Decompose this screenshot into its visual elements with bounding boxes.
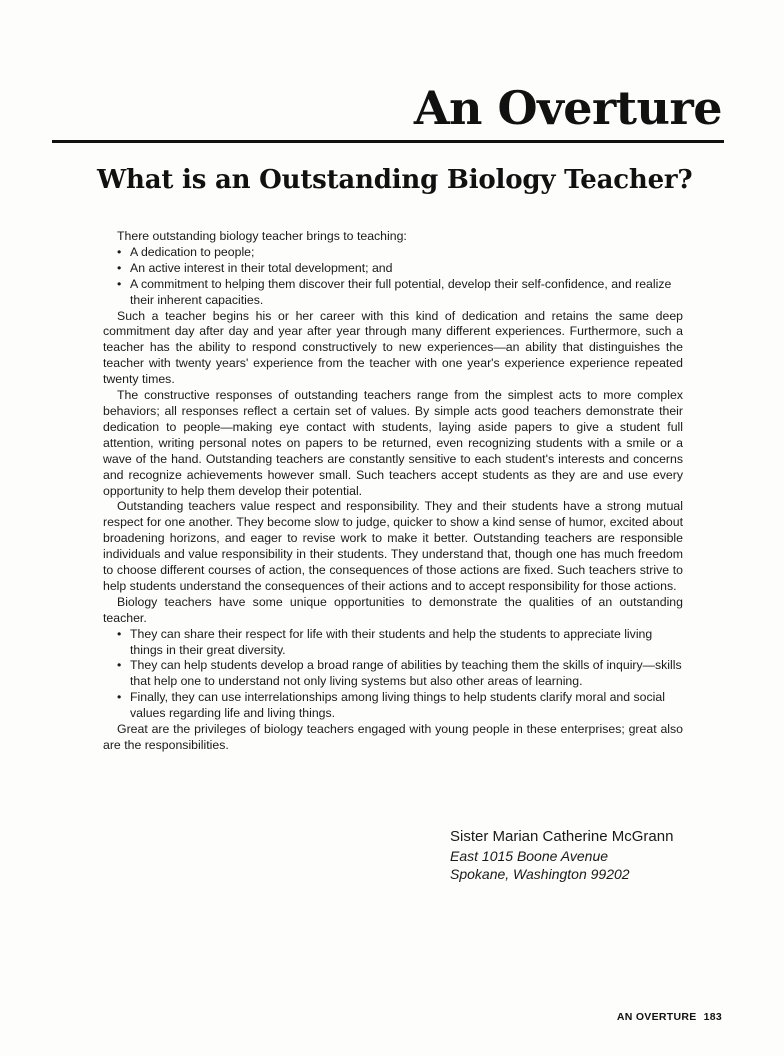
page-number: 183 [703,1011,722,1023]
list-item [117,276,683,309]
author-address-city: Spokane, Washington 99202 [450,866,630,882]
intro-paragraph: There outstanding biology teacher brings to teaching: [117,229,407,243]
bullet-icon: • [117,244,122,259]
list-item [117,690,683,722]
list-item [117,244,683,261]
bullet-icon: • [117,260,122,275]
bullet-icon: • [117,276,122,291]
list-item-text: A dedication to people; [130,244,255,259]
author-name: Sister Marian Catherine McGrann [450,828,674,845]
signature-block [450,827,673,883]
running-head: AN OVERTURE [616,1011,697,1023]
list-item-text: An active interest in their total development; and [130,260,393,275]
bullet-icon: • [117,690,122,705]
bullet-icon: • [117,658,122,673]
author-address-street: East 1015 Boone Avenue [450,848,609,864]
intro-bullet-list [103,245,683,309]
bullet-icon: • [117,626,122,641]
list-item [117,658,683,690]
list-item-text: They can share their respect for life with their students and help the students to appreciate living things in their great diversity. [130,626,653,657]
article-title: What is an Outstanding Biology Teacher? [97,165,693,195]
list-item-text: A commitment to helping them discover their full potential, develop their self-confidence, and realize their inherent capacities. [130,276,672,307]
list-item [117,260,683,277]
paragraph: Biology teachers have some unique opportunities to demonstrate the qualities of an outstanding teacher. [103,594,683,625]
list-item-text: Finally, they can use interrelationships among living things to help students clarify moral and social values regarding life and living things. [130,690,665,721]
paragraph: Outstanding teachers value respect and responsibility. They and their students have a strong mutual respect for one another. They become slow to judge, quicker to show a kind sense of humor, excited about broadening horizons, and eager to revise work to make it better. Outstanding teachers are responsible individuals and value responsibility in their students. They understand that, though one has much freedom to choose different courses of action, the consequences of those actions are fixed. Such teachers strive to help students understand the consequences of their actions and to accept responsibility for those actions. [103,499,683,593]
list-item [117,626,683,659]
page-footer [617,1011,722,1023]
article-body [103,229,683,754]
list-item-text: They can help students develop a broad range of abilities by teaching them the skills of inquiry—skills that help one to understand not only living systems but also other areas of learning. [130,658,682,689]
closing-paragraph: Great are the privileges of biology teachers engaged with young people in these enterprises; great also are the responsibilities. [103,722,683,752]
paragraph: Such a teacher begins his or her career with this kind of dedication and retains the same deep commitment day after day and year after year through many different experiences. Furthermore, such a teacher has the ability to respond constructively to new experiences—an ability that distinguishes the teacher with twenty years' experience from the teacher with one year's experience experience repeated twenty times. [103,308,683,387]
section-title: An Overture [413,81,722,135]
paragraph: The constructive responses of outstanding teachers range from the simplest acts to more complex behaviors; all responses reflect a certain set of values. By simple acts good teachers demonstrate their dedication to people—making eye contact with students, laying aside papers to give a student full attention, writing personal notes on papers to be returned, even recognizing students with a smile or a wave of the hand. Outstanding teachers are constantly sensitive to each student's interests and concerns and recognize achievements however small. Such teachers accept students as they are and use every opportunity to help them develop their potential. [103,388,683,498]
opportunity-bullet-list [103,627,683,722]
title-rule [52,140,724,143]
